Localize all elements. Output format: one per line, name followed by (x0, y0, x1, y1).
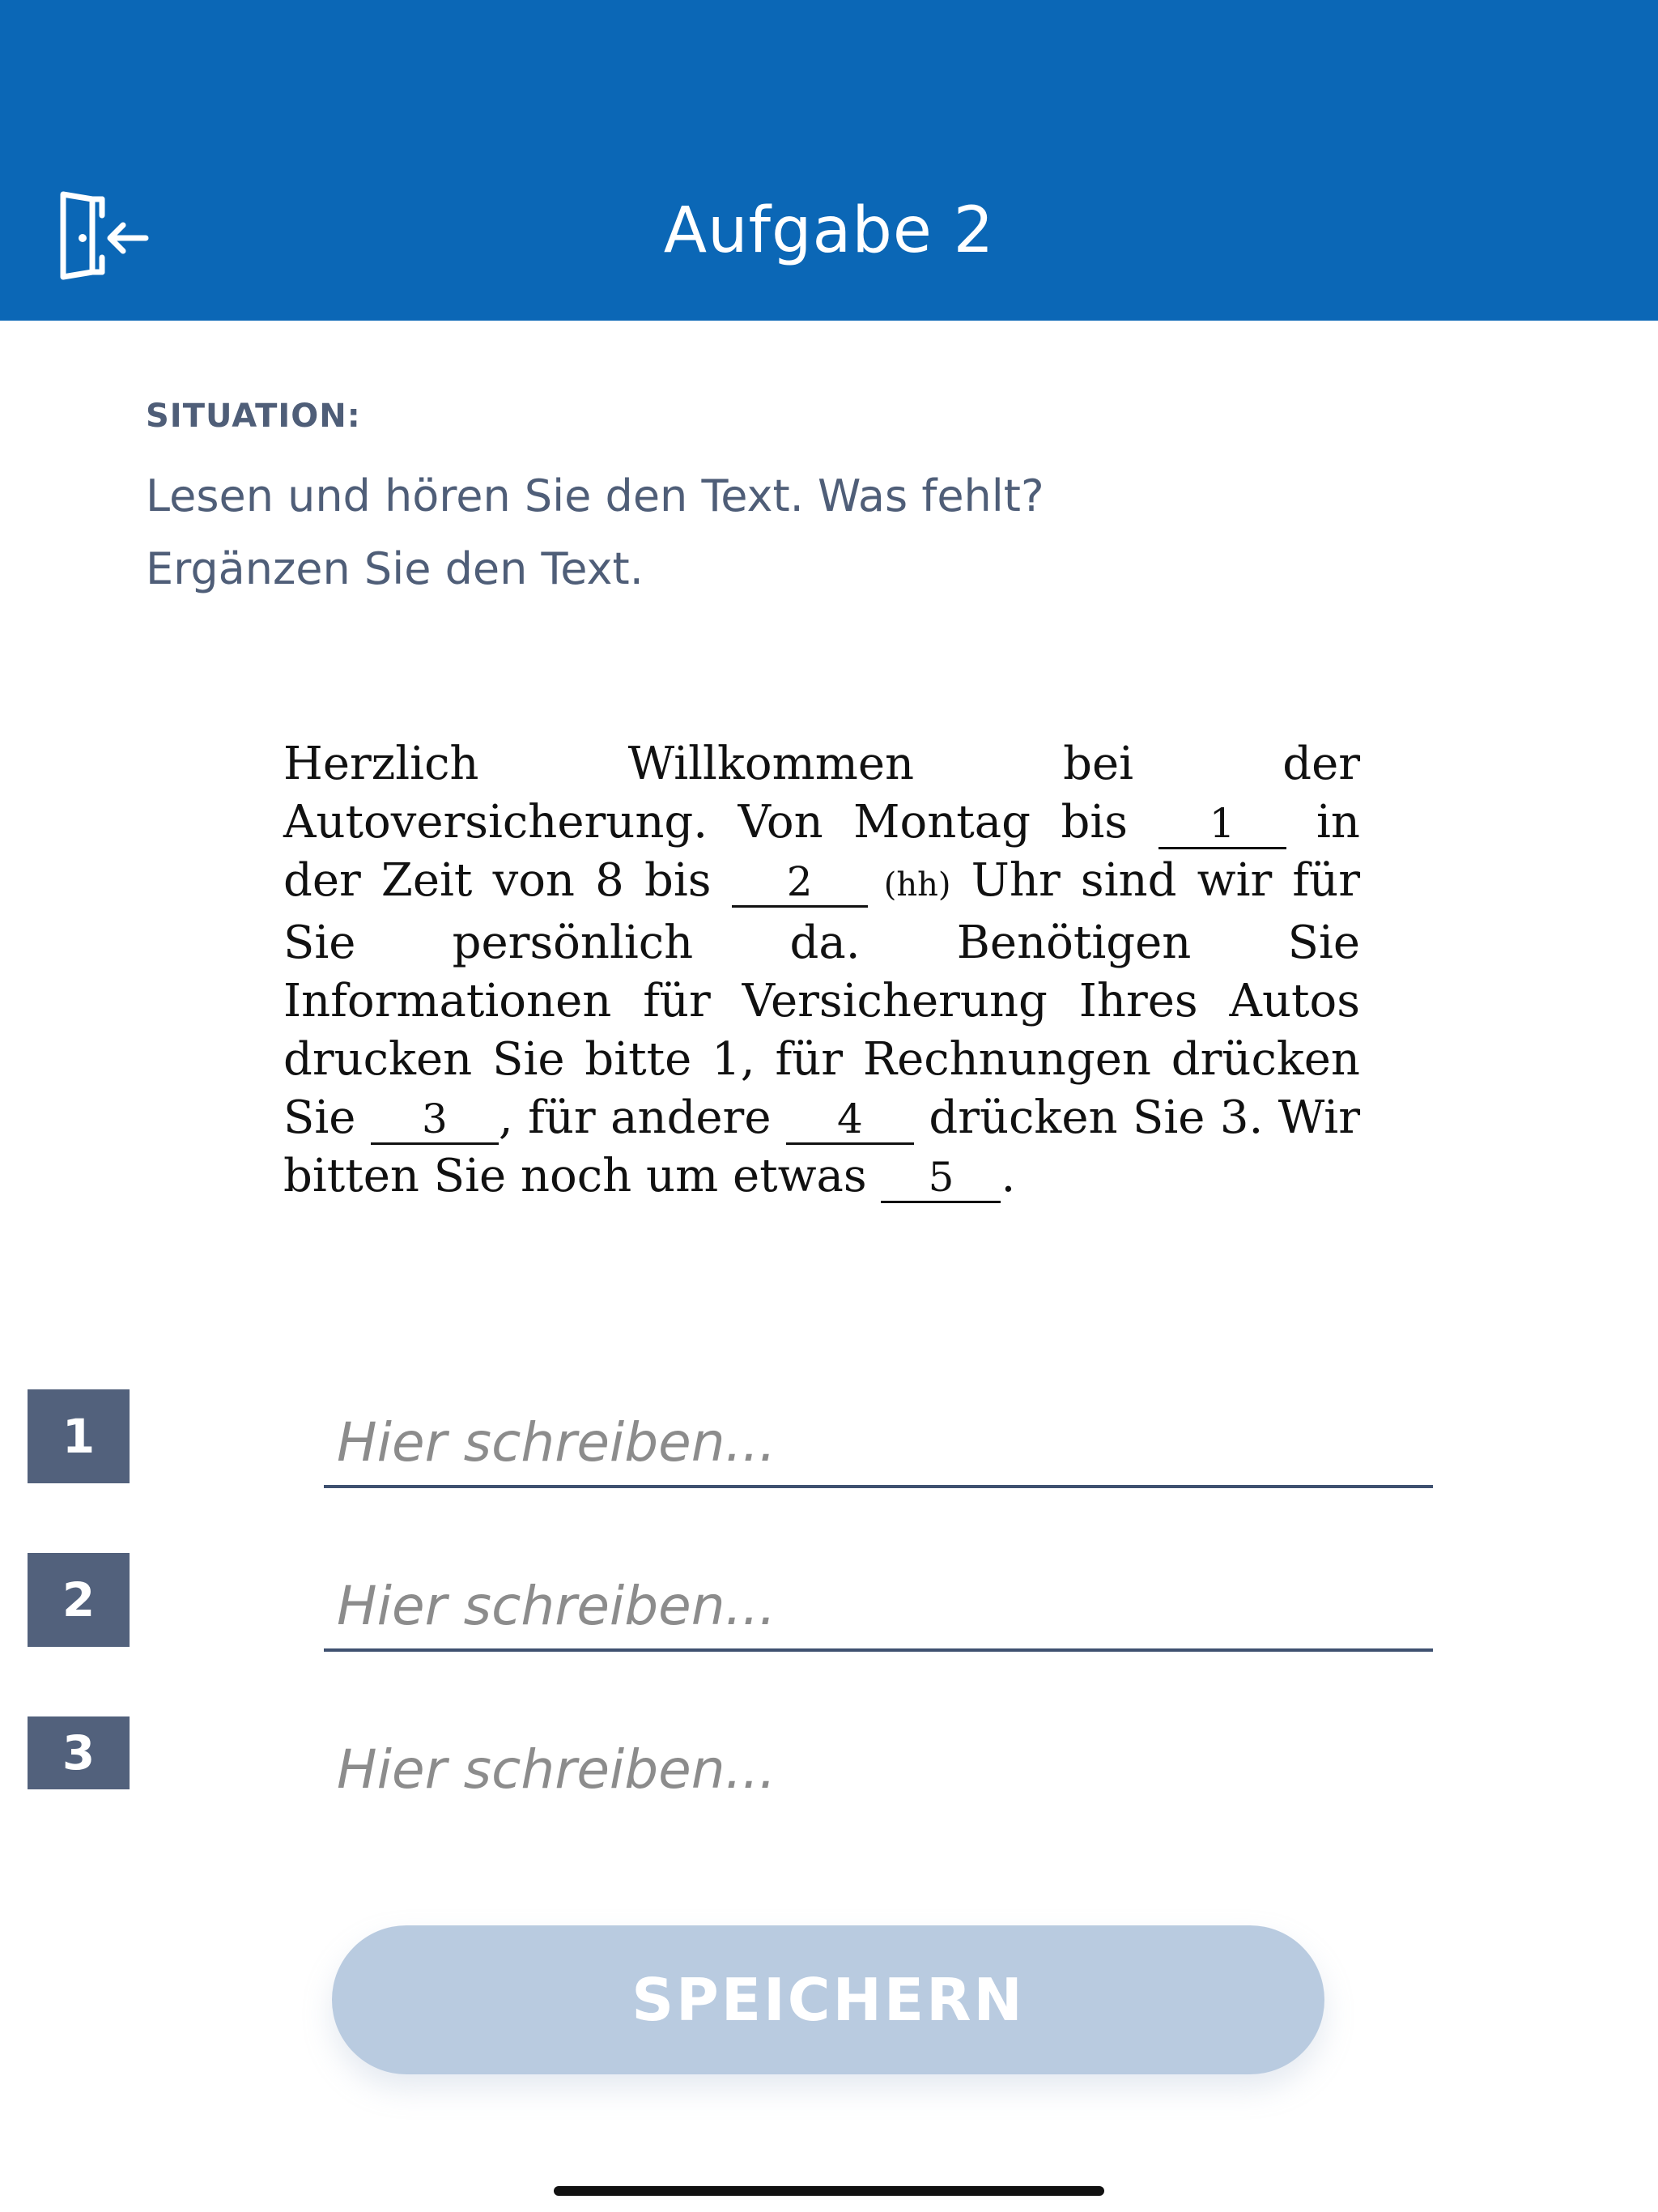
gap-1: 1 (1158, 800, 1286, 849)
passage-hint: (hh) (867, 866, 951, 904)
passage-text: . (1001, 1150, 1016, 1202)
answer-number-badge: 2 (28, 1553, 130, 1647)
gap-5: 5 (881, 1154, 1001, 1203)
answer-row-2 (0, 1553, 1658, 1666)
situation-line-1: Lesen und hören Sie den Text. Was fehlt? (146, 470, 1044, 521)
passage-text: drücken Sie 3. Wir bitten Sie noch um etwas (283, 1091, 1360, 1202)
gap-3: 3 (371, 1095, 499, 1145)
home-indicator[interactable] (554, 2186, 1104, 2196)
answer-row-3 (0, 1716, 1658, 1830)
situation-label: SITUATION: (146, 398, 361, 435)
save-button[interactable]: SPEICHERN (332, 1925, 1324, 2074)
answer-input-2[interactable] (324, 1563, 1433, 1652)
answer-row-1 (0, 1389, 1658, 1503)
gap-2: 2 (732, 858, 868, 908)
passage-text: , für andere (498, 1091, 786, 1144)
answer-number-badge: 3 (28, 1716, 130, 1789)
page-title: Aufgabe 2 (663, 194, 995, 267)
situation-instructions (146, 460, 1522, 606)
situation-line-2: Ergänzen Sie den Text. (146, 543, 644, 594)
answer-input-3[interactable] (324, 1726, 1433, 1815)
answer-number-badge: 1 (28, 1389, 130, 1483)
gap-4: 4 (786, 1095, 914, 1145)
passage-text: Uhr sind wir für Sie persönlich da. Benötigen Sie Informationen für Versicherung Ihres Autos drucken Sie bitte 1, für Rechnungen drücken Sie (283, 854, 1360, 1144)
answer-input-1[interactable] (324, 1399, 1433, 1488)
cloze-passage (283, 735, 1360, 1206)
app-header (0, 0, 1658, 321)
passage-text: in der Zeit von 8 bis (283, 796, 1360, 907)
passage-text: Herzlich Willkommen bei der Autoversicherung. Von Montag bis (283, 738, 1360, 849)
